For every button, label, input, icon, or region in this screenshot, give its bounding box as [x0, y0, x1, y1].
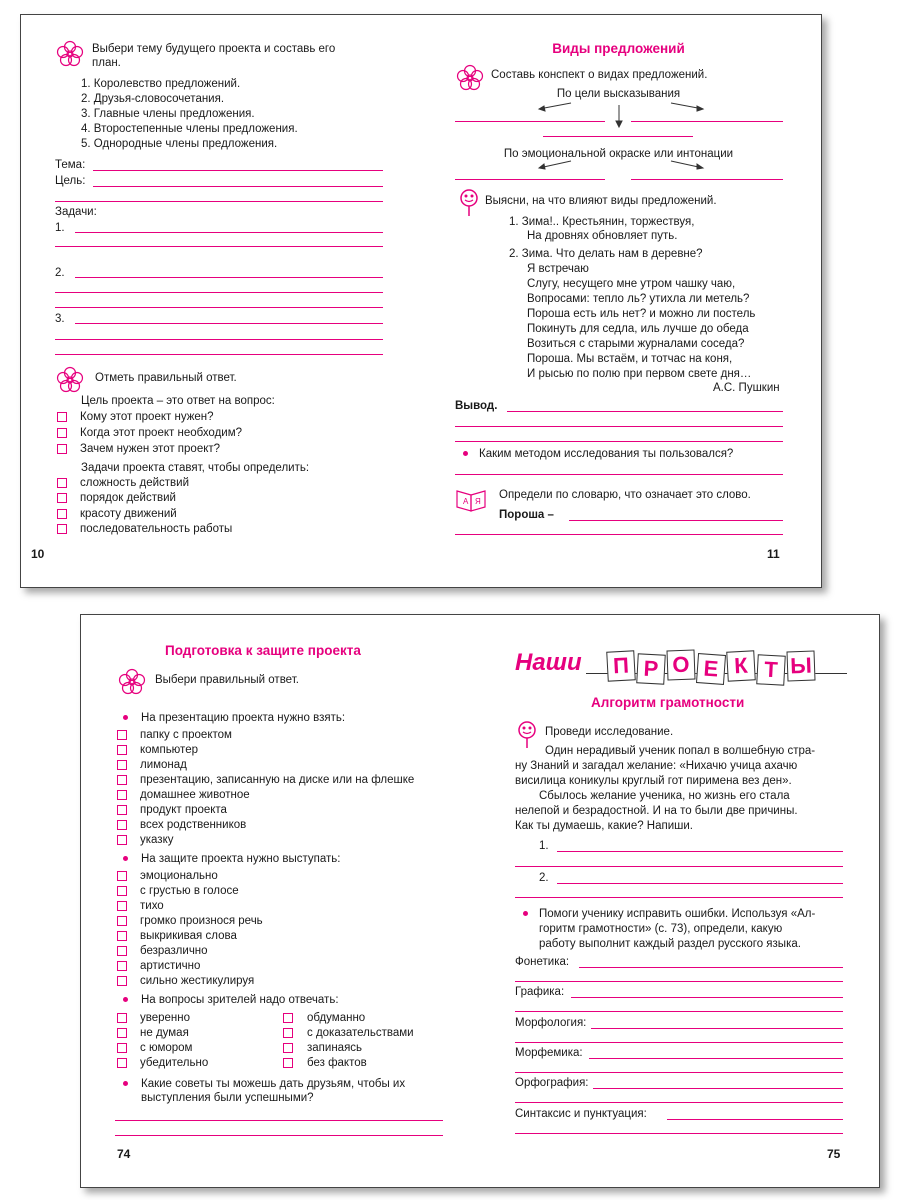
option-label: презентацию, записанную на диске или на флешке — [140, 774, 415, 786]
option-label: компьютер — [140, 744, 198, 756]
option-label: порядок действий — [80, 492, 176, 504]
checkbox[interactable] — [117, 745, 127, 755]
checkbox[interactable] — [117, 976, 127, 986]
checkbox[interactable] — [117, 916, 127, 926]
checkbox[interactable] — [57, 428, 67, 438]
checkbox[interactable] — [117, 775, 127, 785]
question-1: На презентацию проекта нужно взять: — [141, 712, 346, 724]
answer-line[interactable] — [571, 997, 843, 998]
tema-input-line[interactable] — [93, 170, 383, 171]
header-letter: О — [666, 650, 695, 681]
answer-line[interactable] — [55, 292, 383, 293]
checkbox[interactable] — [117, 805, 127, 815]
option-label: указку — [140, 834, 174, 846]
checkbox[interactable] — [117, 1028, 127, 1038]
poem-line: Вопросами: тепло ль? утихла ли метель? — [527, 293, 750, 305]
answer-number: 1. — [539, 840, 549, 852]
option-label: сильно жестикулируя — [140, 975, 255, 987]
answer-line[interactable] — [455, 121, 605, 122]
option-label: Когда этот проект необходим? — [80, 427, 243, 439]
page-number: 11 — [767, 547, 780, 561]
bullet-icon — [123, 997, 128, 1002]
poem-line: Слугу, несущего мне утром чашку чаю, — [527, 278, 736, 290]
story-line: Сбылось желание ученика, но жизнь его стала — [539, 790, 790, 802]
poem-author: А.С. Пушкин — [713, 382, 780, 394]
diagram-label: По эмоциональной окраске или интонации — [503, 148, 734, 160]
poem-line: Пороша есть иль нет? и можно ли постель — [527, 308, 756, 320]
task-intro-line1: Выбери тему будущего проекта и составь его — [92, 43, 336, 55]
cel-input-line[interactable] — [93, 186, 383, 187]
section-label: Графика: — [515, 986, 565, 998]
checkbox[interactable] — [57, 524, 67, 534]
topic-item: 1. Королевство предложений. — [81, 78, 241, 90]
option-label: красоту движений — [80, 508, 177, 520]
checkbox[interactable] — [117, 931, 127, 941]
checkbox[interactable] — [57, 509, 67, 519]
answer-line[interactable] — [631, 121, 783, 122]
header-letter: Е — [696, 653, 726, 685]
answer-line[interactable] — [543, 136, 693, 137]
answer-line[interactable] — [631, 179, 783, 180]
page-title: Виды предложений — [552, 41, 685, 56]
page-11 — [421, 15, 821, 587]
page-title: Алгоритм грамотности — [591, 695, 745, 710]
header-letter: Т — [756, 654, 786, 685]
answer-line[interactable] — [507, 411, 783, 412]
answer-line[interactable] — [455, 534, 783, 535]
checkbox[interactable] — [117, 820, 127, 830]
magnifier-icon — [457, 187, 487, 217]
page-number: 75 — [827, 1147, 841, 1161]
bullet-icon — [523, 911, 528, 916]
story-line: Как ты думаешь, какие? Напиши. — [515, 820, 694, 832]
option-label: с юмором — [140, 1042, 193, 1054]
section-label: Фонетика: — [515, 956, 570, 968]
poem-line: 2. Зима. Что делать нам в деревне? — [509, 248, 703, 260]
option-label: эмоционально — [140, 870, 218, 882]
mark-task: Отметь правильный ответ. — [95, 372, 237, 384]
option-label: последовательность работы — [80, 523, 233, 535]
story-line: висилица коникулы круглый гот пиримена вез ден». — [515, 775, 792, 787]
topic-item: 5. Однородные члены предложения. — [81, 138, 278, 150]
checkbox[interactable] — [57, 412, 67, 422]
help-line: горитм грамотности» (с. 73), определи, какую — [539, 923, 783, 935]
answer-line[interactable] — [55, 354, 383, 355]
question-4-line2: выступления были успешными? — [141, 1092, 314, 1104]
checkbox[interactable] — [57, 444, 67, 454]
checkbox[interactable] — [117, 901, 127, 911]
topic-item: 4. Второстепенные члены предложения. — [81, 123, 298, 135]
option-label: выкрикивая слова — [140, 930, 237, 942]
section-label: Синтаксис и пунктуация: — [515, 1108, 647, 1120]
story-line: ну Знаний и загадал желание: «Нихачю учица ахачю — [515, 760, 798, 772]
diagram-arrows-1 — [421, 97, 821, 137]
answer-number: 2. — [539, 872, 549, 884]
book-icon — [455, 483, 489, 513]
nashi-proekty-header — [515, 643, 847, 689]
answer-line[interactable] — [515, 1072, 843, 1073]
option-label: всех родственников — [140, 819, 247, 831]
option-label: убедительно — [140, 1057, 209, 1069]
answer-line[interactable] — [75, 232, 383, 233]
vyyasni-task: Выясни, на что влияют виды предложений. — [485, 195, 717, 207]
zadachi-label: Задачи: — [55, 206, 97, 218]
checkbox[interactable] — [283, 1058, 293, 1068]
option-label: Зачем нужен этот проект? — [80, 443, 221, 455]
header-word: Наши — [511, 649, 586, 677]
task-label: Выбери правильный ответ. — [155, 674, 299, 686]
svg-text:A: A — [463, 497, 469, 506]
task-intro-line2: план. — [92, 57, 121, 69]
section-label: Орфография: — [515, 1077, 589, 1089]
checkbox[interactable] — [117, 1058, 127, 1068]
option-label: с грустью в голосе — [140, 885, 239, 897]
svg-text:Я: Я — [475, 497, 481, 506]
checkbox[interactable] — [283, 1043, 293, 1053]
poem-line: И рысью по полю при первом свете дня… — [527, 368, 752, 380]
checkbox[interactable] — [117, 946, 127, 956]
option-label: без фактов — [307, 1057, 367, 1069]
poem-line: Покинуть для седла, иль лучше до обеда — [527, 323, 749, 335]
question-4-line1: Какие советы ты можешь дать друзьям, чтобы их — [141, 1078, 406, 1090]
help-line: работу выполнит каждый раздел русского языка. — [539, 938, 801, 950]
option-label: продукт проекта — [140, 804, 227, 816]
section-label: Морфемика: — [515, 1047, 583, 1059]
checkbox[interactable] — [57, 478, 67, 488]
answer-line[interactable] — [557, 883, 843, 884]
poem-line: Пороша. Мы встаём, и тотчас на коня, — [527, 353, 733, 365]
checkbox[interactable] — [117, 730, 127, 740]
answer-line[interactable] — [515, 1102, 843, 1103]
poem-line: На дровнях обновляет путь. — [527, 230, 678, 242]
option-label: лимонад — [140, 759, 187, 771]
bullet-icon — [123, 715, 128, 720]
metod-question: Каким методом исследования ты пользовался? — [479, 448, 734, 460]
answer-line[interactable] — [579, 967, 843, 968]
flower-icon — [55, 365, 85, 395]
vyvod-label: Вывод. — [455, 400, 498, 412]
answer-line[interactable] — [55, 339, 383, 340]
header-letter: Р — [636, 653, 666, 684]
checkbox[interactable] — [283, 1013, 293, 1023]
zadacha-number: 2. — [55, 267, 65, 279]
poem-line: Возиться с старыми журналами соседа? — [527, 338, 745, 350]
answer-line[interactable] — [515, 1011, 843, 1012]
slovar-task: Определи по словарю, что означает это слово. — [499, 489, 751, 501]
answer-line[interactable] — [455, 441, 783, 442]
option-label: Кому этот проект нужен? — [80, 411, 214, 423]
question-3: На вопросы зрителей надо отвечать: — [141, 994, 339, 1006]
bullet-icon — [463, 451, 468, 456]
checkbox[interactable] — [117, 835, 127, 845]
topic-item: 2. Друзья-словосочетания. — [81, 93, 225, 105]
answer-line[interactable] — [557, 851, 843, 852]
answer-line[interactable] — [75, 323, 383, 324]
zadacha-number: 3. — [55, 313, 65, 325]
answer-line[interactable] — [455, 426, 783, 427]
option-label: безразлично — [140, 945, 208, 957]
answer-line[interactable] — [515, 866, 843, 867]
answer-line[interactable] — [569, 520, 783, 521]
answer-line[interactable] — [75, 277, 383, 278]
question-2: Задачи проекта ставят, чтобы определить: — [81, 462, 310, 474]
answer-line[interactable] — [667, 1119, 843, 1120]
answer-line[interactable] — [455, 474, 783, 475]
answer-line[interactable] — [515, 897, 843, 898]
help-line: Помоги ученику исправить ошибки. Используя «Ал- — [539, 908, 816, 920]
checkbox[interactable] — [57, 493, 67, 503]
checkbox[interactable] — [117, 790, 127, 800]
answer-line[interactable] — [55, 201, 383, 202]
option-label: обдуманно — [307, 1012, 366, 1024]
porosha-label: Пороша – — [499, 509, 554, 521]
answer-line[interactable] — [455, 179, 605, 180]
answer-line[interactable] — [515, 1133, 843, 1134]
checkbox[interactable] — [283, 1028, 293, 1038]
answer-line[interactable] — [55, 246, 383, 247]
page-10 — [21, 15, 421, 587]
section-label: Морфология: — [515, 1017, 587, 1029]
zadacha-number: 1. — [55, 222, 65, 234]
option-label: артистично — [140, 960, 201, 972]
option-label: с доказательствами — [307, 1027, 414, 1039]
bullet-icon — [123, 856, 128, 861]
diagram-arrows-2 — [421, 155, 821, 185]
bullet-icon — [123, 1081, 128, 1086]
diagram-label: По цели высказывания — [556, 88, 681, 100]
question-1: Цель проекта – это ответ на вопрос: — [81, 395, 275, 407]
option-label: папку с проектом — [140, 729, 232, 741]
header-letter: П — [606, 650, 636, 681]
checkbox[interactable] — [117, 871, 127, 881]
answer-line[interactable] — [589, 1058, 843, 1059]
answer-line[interactable] — [115, 1120, 443, 1121]
answer-line[interactable] — [115, 1135, 443, 1136]
page-74 — [81, 615, 481, 1187]
tema-label: Тема: — [55, 159, 86, 171]
magnifier-icon — [515, 719, 545, 749]
task-label: Проведи исследование. — [545, 726, 674, 738]
option-label: домашнее животное — [140, 789, 250, 801]
option-label: не думая — [140, 1027, 189, 1039]
answer-line[interactable] — [593, 1088, 843, 1089]
question-2: На защите проекта нужно выступать: — [141, 853, 341, 865]
spread-pages-74-75 — [80, 614, 880, 1188]
page-75 — [481, 615, 879, 1187]
page-title: Подготовка к защите проекта — [165, 643, 361, 658]
answer-line[interactable] — [591, 1028, 843, 1029]
topic-item: 3. Главные члены предложения. — [81, 108, 255, 120]
answer-line[interactable] — [55, 307, 383, 308]
answer-line[interactable] — [515, 981, 843, 982]
story-line: нелепой и безрадостной. И на то были две причины. — [515, 805, 798, 817]
story-line: Один нерадивый ученик попал в волшебную стра- — [545, 745, 816, 757]
option-label: запинаясь — [307, 1042, 363, 1054]
page-number: 10 — [31, 547, 45, 561]
option-label: тихо — [140, 900, 164, 912]
checkbox[interactable] — [117, 1043, 127, 1053]
header-letter: К — [726, 650, 756, 681]
cel-label: Цель: — [55, 175, 86, 187]
page-number: 74 — [117, 1147, 131, 1161]
flower-icon — [55, 39, 85, 69]
flower-icon — [117, 667, 147, 697]
checkbox[interactable] — [117, 1013, 127, 1023]
checkbox[interactable] — [117, 760, 127, 770]
answer-line[interactable] — [515, 1042, 843, 1043]
option-label: сложность действий — [80, 477, 190, 489]
header-letter: Ы — [786, 651, 815, 682]
poem-line: 1. Зима!.. Крестьянин, торжествуя, — [509, 216, 695, 228]
option-label: громко произнося речь — [140, 915, 263, 927]
option-label: уверенно — [140, 1012, 191, 1024]
poem-line: Я встречаю — [527, 263, 589, 275]
checkbox[interactable] — [117, 886, 127, 896]
konspekt-task: Составь конспект о видах предложений. — [491, 69, 708, 81]
checkbox[interactable] — [117, 961, 127, 971]
spread-pages-10-11 — [20, 14, 822, 588]
